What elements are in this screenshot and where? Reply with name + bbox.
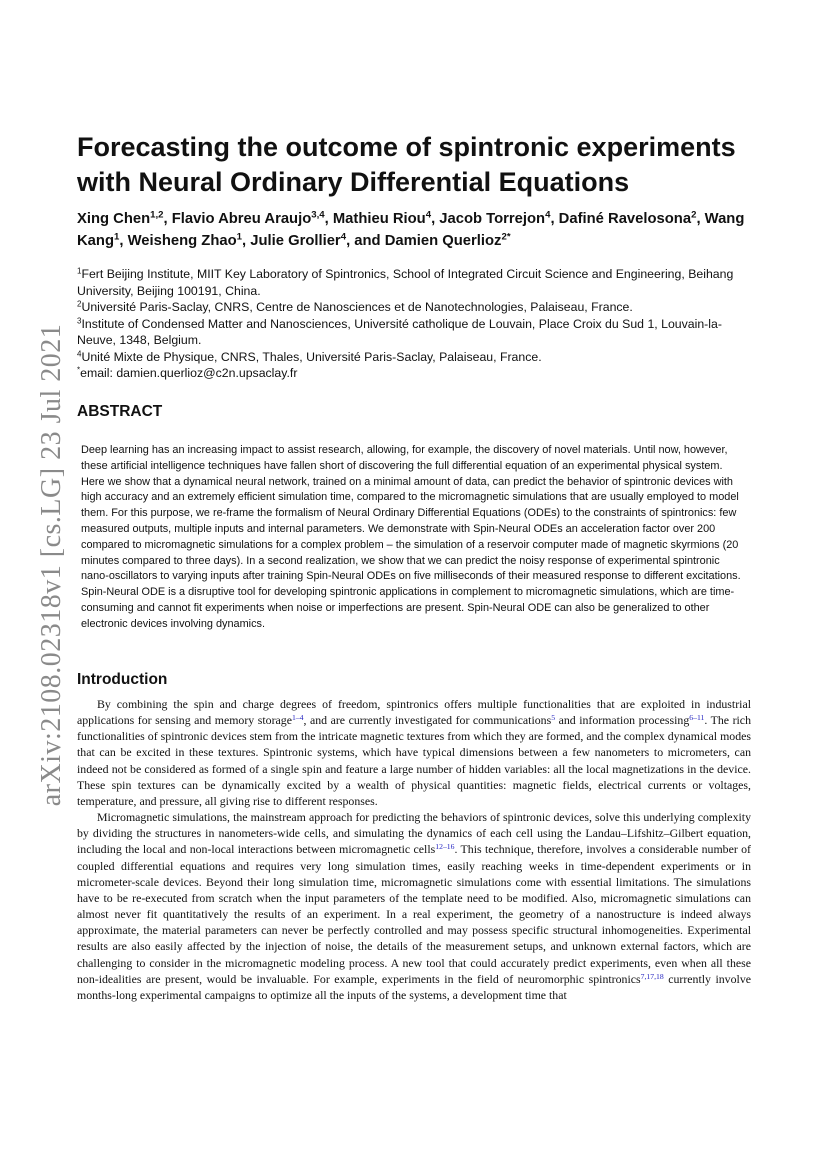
author-affil-mark: 4 bbox=[425, 209, 432, 221]
arxiv-stamp: arXiv:2108.02318v1 [cs.LG] 23 Jul 2021 bbox=[36, 323, 67, 807]
affiliation-mark: 1 bbox=[77, 266, 82, 276]
paragraph-text: By combining the spin and charge degrees of freedom, spintronics offers multiple functionalities that are exploited in industrial applications for sensing and memory storage bbox=[77, 697, 751, 728]
affiliation-mark: 3 bbox=[77, 316, 82, 326]
abstract-text: Deep learning has an increasing impact to assist research, allowing, for example, the discovery of novel materials. Until now, however, these artificial intelligence techniques have fallen short of discovering the full differential equation of an experimental physical system. Here we show that a dynamical neural network, trained on a minimal amount of data, can predict the behavior of spintronic devices with high accuracy and an extremely efficient simulation time, compared to the micromagnetic simulations that are usually employed to model them. For this purpose, we re-frame the formalism of Neural Ordinary Differential Equations (ODEs) to the constraints of spintronics: few measured outputs, multiple inputs and internal parameters. We demonstrate with Spin-Neural ODEs an acceleration factor over 200 compared to micromagnetic simulations for a complex problem – the simulation of a reservoir computer made of magnetic skyrmions (20 minutes compared to three days). In a second realization, we show that we can predict the noisy response of experimental spintronic nano-oscillators to varying inputs after training Spin-Neural ODEs on five milliseconds of their measured response to different excitations. Spin-Neural ODE is a disruptive tool for developing spintronic applications in complement to micromagnetic simulations, which are time-consuming and cannot fit experiments when noise or imperfections are present. Spin-Neural ODE can also be generalized to other electronic devices involving dynamics. bbox=[81, 444, 741, 630]
author-affil-mark: 4 bbox=[545, 209, 551, 221]
affiliation-text: Fert Beijing Institute, MIIT Key Laboratory of Spintronics, School of Integrated Circuit Science and Engineering, Beihang University, Beijing 100191, China. bbox=[77, 267, 734, 298]
author-affil-mark: 4 bbox=[340, 231, 347, 243]
introduction-heading: Introduction bbox=[77, 671, 168, 688]
affiliation bbox=[77, 266, 751, 299]
author-name: Xing Chen bbox=[77, 211, 151, 227]
affiliation-list bbox=[77, 266, 751, 382]
author-affil-mark: 1,2 bbox=[150, 209, 164, 221]
citation-link[interactable]: 5 bbox=[551, 712, 556, 722]
author-affil-mark: 2 bbox=[691, 209, 697, 221]
paper-title: Forecasting the outcome of spintronic experiments with Neural Ordinary Differential Equations bbox=[77, 132, 736, 197]
citation-link[interactable]: 6–11 bbox=[689, 712, 705, 722]
author-affil-mark: 3,4 bbox=[311, 209, 325, 221]
affiliation-text: Université Paris-Saclay, CNRS, Centre de Nanosciences et de Nanotechnologies, Palaiseau, France. bbox=[81, 300, 633, 314]
author-name: , Weisheng Zhao bbox=[119, 233, 237, 249]
author-name: , Julie Grollier bbox=[242, 233, 341, 249]
paragraph-text: , and are currently investigated for communications bbox=[303, 713, 552, 728]
author-name: , Flavio Abreu Araujo bbox=[163, 211, 312, 227]
author-name: , Jacob Torrejon bbox=[431, 211, 546, 227]
author-name: , Wang Kang bbox=[77, 211, 745, 249]
citation-link[interactable]: 12–16 bbox=[435, 842, 455, 852]
affiliation bbox=[77, 316, 751, 349]
citation-link[interactable]: 7,17,18 bbox=[640, 971, 664, 981]
affiliation-mark: 2 bbox=[77, 299, 82, 309]
author-name: , Dafiné Ravelosona bbox=[550, 211, 692, 227]
affiliation-text: Institute of Condensed Matter and Nanosciences, Université catholique de Louvain, Place Croix du Sud 1, Louvain-la-Neuve, 1348, Belgium. bbox=[77, 316, 722, 347]
paragraph-text: . The rich functionalities of spintronic devices stem from the intricate magnetic textures from which they are formed, and the complex dynamical modes that can be excited in these textures. Spintronic systems, which have typical dimensions between a few nanometers to micrometers, can indeed not be considered as formed of a single spin and feature a large number of hidden variables: all the local magnetizations in the device. These spin textures can be dynamically excited by a wealth of physical quantities: magnetic fields, electrical currents or voltages, temperature, and pressure, all giving rise to different responses. bbox=[77, 713, 751, 808]
abstract-heading: ABSTRACT bbox=[77, 403, 163, 420]
paragraph bbox=[77, 696, 751, 809]
author-affil-mark: 2* bbox=[501, 231, 511, 243]
paragraph bbox=[77, 809, 751, 1003]
paragraph-text: and information processing bbox=[555, 713, 690, 728]
author-affil-mark: 1 bbox=[114, 231, 120, 243]
introduction-body bbox=[77, 696, 751, 1003]
author-affil-mark: 1 bbox=[236, 231, 243, 243]
affiliation bbox=[77, 299, 751, 316]
author-name: , Mathieu Riou bbox=[324, 211, 426, 227]
paragraph-text: . This technique, therefore, involves a considerable number of coupled differential equations and requires very long simulation times, easily reaching weeks in time-dependent experiments or in micrometer-scale devices. Beyond their long simulation time, micromagnetic simulations come with essential limitations. The simulations have to be re-executed from scratch when the input parameters of the template need to be modified. Also, micromagnetic simulations can almost never fit quantitatively the results of an experiment. In a real experiment, the geometry of a nanostructure is indeed always approximate, the material parameters can never be perfectly controlled and may possess specific structural inhomogeneities. Experimental results are also easily affected by the injection of noise, the details of the measurement setups, and unknown external factors, which are challenging to consider in the micromagnetic modeling process. A new tool that could accurately predict experiments, even when all these non-idealities are present, would be invaluable. For example, experiments in the field of neuromorphic spintronics bbox=[77, 842, 751, 986]
citation-link[interactable]: 1–4 bbox=[291, 712, 304, 722]
contact-email bbox=[77, 365, 751, 382]
affiliation-text: Unité Mixte de Physique, CNRS, Thales, Université Paris-Saclay, Palaiseau, France. bbox=[81, 349, 542, 364]
email-text: email: damien.querlioz@c2n.upsaclay.fr bbox=[80, 366, 298, 380]
affiliation-mark: 4 bbox=[77, 349, 82, 359]
author-name: , and Damien Querlioz bbox=[346, 233, 502, 249]
paragraph-text: currently involve months-long experimental campaigns to optimize all the inputs of the systems, a development time that bbox=[77, 971, 751, 1002]
affiliation bbox=[77, 349, 751, 366]
author-list bbox=[77, 208, 751, 252]
paragraph-text: Micromagnetic simulations, the mainstream approach for predicting the behaviors of spintronic devices, solve this underlying complexity by dividing the structures in nanometers-wide cells, and simulating the dynamics of each cell using the Landau–Lifshitz–Gilbert equation, including the local and non-local interactions between micromagnetic cells bbox=[77, 810, 751, 857]
affiliation-mark: * bbox=[77, 365, 81, 375]
